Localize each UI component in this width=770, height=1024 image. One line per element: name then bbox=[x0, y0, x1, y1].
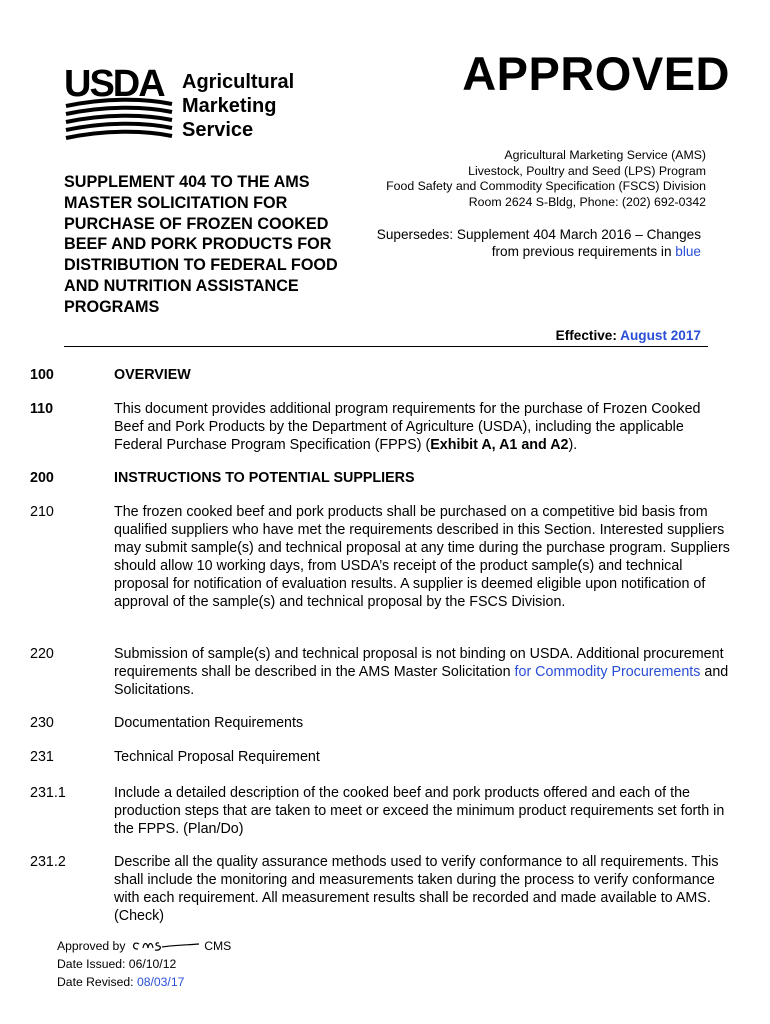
section-text: Technical Proposal Requirement bbox=[114, 749, 320, 765]
logo-line-agricultural: Agricultural bbox=[182, 71, 295, 93]
logo-line-marketing: Marketing bbox=[182, 95, 277, 117]
section-heading: OVERVIEW bbox=[114, 367, 191, 383]
section-number: 231.1 bbox=[30, 785, 66, 801]
supersedes-note bbox=[340, 226, 701, 260]
section-text-body: This document provides additional program requirements for the purchase of Frozen Cooked Beef and Pork Products by the Department of Agriculture (USDA), including the applicable Federal Purchase Program Specification (FPPS) ( bbox=[114, 401, 701, 453]
approved-by-suffix: CMS bbox=[204, 939, 232, 953]
exhibit-reference: Exhibit A, A1 and A2 bbox=[430, 437, 569, 453]
effective-date bbox=[440, 328, 701, 343]
section-number: 231.2 bbox=[30, 854, 66, 870]
approved-stamp: APPROVED bbox=[462, 47, 730, 100]
section-text: The frozen cooked beef and pork products shall be purchased on a competitive bid basis from qualified suppliers who have met the requirements described in this Section. Interested suppliers may submit sample(s) and technical proposal at any time during the purchase program. Suppliers should allow 10 working days, from USDA’s receipt of the product sample(s) and technical proposal for notification of evaluation results. A supplier is deemed eligible upon notification of approval of the sample(s) and technical proposal by the FSCS Division. bbox=[114, 504, 730, 610]
section-text-end: and Solicitations. bbox=[114, 664, 729, 698]
section-number: 220 bbox=[30, 646, 54, 662]
document-footer bbox=[57, 936, 317, 991]
section-number: 210 bbox=[30, 504, 54, 520]
usda-ams-logo bbox=[64, 62, 304, 142]
section-number: 231 bbox=[30, 749, 54, 765]
header-rule bbox=[64, 346, 708, 347]
approved-by-label: Approved by bbox=[57, 939, 126, 953]
section-text bbox=[114, 645, 730, 699]
section-number: 110 bbox=[30, 401, 54, 417]
section-text: Documentation Requirements bbox=[114, 715, 304, 731]
agency-line-2: Livestock, Poultry and Seed (LPS) Program bbox=[468, 163, 706, 178]
date-issued: Date Issued: 06/10/12 bbox=[57, 956, 177, 971]
supersedes-blue-word: blue bbox=[675, 244, 701, 260]
logo-line-service: Service bbox=[182, 119, 254, 141]
agency-line-1: Agricultural Marketing Service (AMS) bbox=[504, 148, 706, 162]
section-text: Describe all the quality assurance methods used to verify conformance to all requirements. This shall include the monitoring and measurements taken during the process to verify conformance with each requirement. All measurement results shall be recorded and made available to AMS. (Check) bbox=[114, 854, 719, 924]
date-revised-value: 08/03/17 bbox=[136, 974, 185, 989]
section-text bbox=[114, 400, 730, 454]
section-number: 100 bbox=[30, 367, 54, 383]
supersedes-prefix: from previous requirements in bbox=[491, 244, 676, 260]
agency-line-3: Food Safety and Commodity Specification (FSCS) Division bbox=[386, 179, 706, 194]
usda-wordmark: USDA bbox=[64, 63, 164, 105]
effective-label: Effective: bbox=[555, 328, 617, 343]
section-number: 230 bbox=[30, 715, 54, 731]
effective-date-value: August 2017 bbox=[620, 328, 701, 343]
date-revised-label: Date Revised: bbox=[57, 974, 137, 989]
section-text-body: Submission of sample(s) and technical proposal is not binding on USDA. Additional procurement requirements shall be described in the AMS Master Solicitation bbox=[114, 646, 724, 680]
agency-line-4: Room 2624 S-Bldg, Phone: (202) 692-0342 bbox=[468, 194, 706, 209]
supersedes-line-1: Supersedes: Supplement 404 March 2016 – Changes bbox=[376, 227, 701, 242]
section-text-end: ). bbox=[568, 437, 578, 453]
supplement-title: SUPPLEMENT 404 TO THE AMS MASTER SOLICITATION FOR PURCHASE OF FROZEN COOKED BEEF AND PORK PRODUCTS FOR DISTRIBUTION TO FEDERAL FOOD AND NUTRITION ASSISTANCE PROGRAMS bbox=[64, 173, 338, 316]
approved-by-line bbox=[57, 936, 317, 956]
signature-image bbox=[129, 936, 201, 954]
logo-field-lines bbox=[66, 100, 172, 138]
section-text: Include a detailed description of the cooked beef and pork products offered and each of the production steps that are taken to meet or exceed the minimum product requirements set forth in the FPPS. (Plan/Do) bbox=[114, 785, 725, 837]
supersedes-line-2 bbox=[340, 243, 701, 260]
date-revised-line bbox=[57, 974, 317, 992]
section-number: 200 bbox=[30, 470, 54, 486]
section-heading: INSTRUCTIONS TO POTENTIAL SUPPLIERS bbox=[114, 470, 415, 486]
agency-block bbox=[360, 148, 706, 210]
changed-text-blue: for Commodity Procurements bbox=[514, 664, 701, 680]
